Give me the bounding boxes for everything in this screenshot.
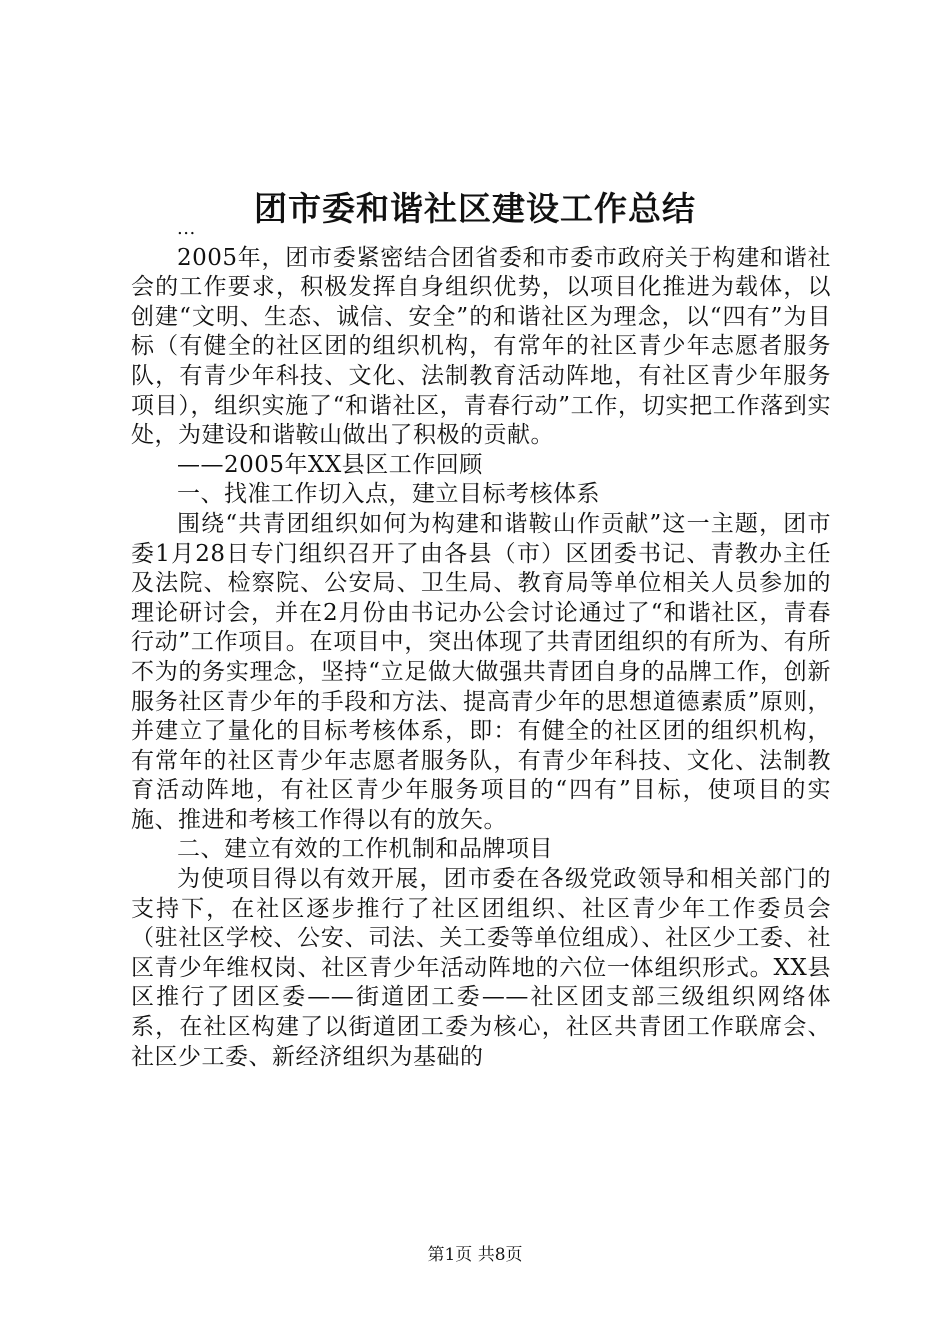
- section-heading-2: 二、建立有效的工作机制和品牌项目: [177, 836, 553, 863]
- paragraph-section-2: 为使项目得以有效开展，团市委在各级党政领导和相关部门的支持下，在社区逐步推行了社区团组织、社区青少年工作委员会（驻社区学校、公安、司法、关工委等单位组成）、社区少工委、社区青少年维权岗、社区青少年活动阵地的六位一体组织形式。XX县区推行了团区委——街道团工委——社区团支部三级组织网络体系，在社区构建了以街道团工委为核心，社区共青团工作联席会、社区少工委、新经济组织为基础的: [131, 866, 831, 1070]
- paragraph-section-1: 围绕“共青团组织如何为构建和谐鞍山作贡献”这一主题，团市委1月28日专门组织召开了由各县（市）区团委书记、青教办主任及法院、检察院、公安局、卫生局、教育局等单位相关人员参加的理论研讨会，并在2月份由书记办公会讨论通过了“和谐社区，青春行动”工作项目。在项目中，突出体现了共青团组织的有所为、有所不为的务实理念，坚持“立足做大做强共青团自身的品牌工作，创新服务社区青少年的手段和方法、提高青少年的思想道德素质”原则，并建立了量化的目标考核体系，即：有健全的社区团的组织机构，有常年的社区青少年志愿者服务队，有青少年科技、文化、法制教育活动阵地，有社区青少年服务项目的“四有”目标，使项目的实施、推进和考核工作得以有的放矢。: [131, 510, 831, 833]
- document-title: 团市委和谐社区建设工作总结: [254, 189, 696, 228]
- document-body: [131, 214, 831, 1072]
- paragraph-intro: 2005年，团市委紧密结合团省委和市委市政府关于构建和谐社会的工作要求，积极发挥自身组织优势，以项目化推进为载体，以创建“文明、生态、诚信、安全”的和谐社区为理念，以“四有”为目标（有健全的社区团的组织机构，有常年的社区青少年志愿者服务队，有青少年科技、文化、法制教育活动阵地，有社区青少年服务项目），组织实施了“和谐社区，青春行动”工作，切实把工作落到实处，为建设和谐鞍山做出了积极的贡献。: [131, 244, 831, 449]
- page-footer: 第1页 共8页: [427, 1245, 523, 1265]
- section-heading-1: 一、找准工作切入点，建立目标考核体系: [177, 481, 600, 508]
- section-subtitle: ——2005年XX县区工作回顾: [177, 451, 483, 478]
- ellipsis-mark: ...: [177, 218, 196, 239]
